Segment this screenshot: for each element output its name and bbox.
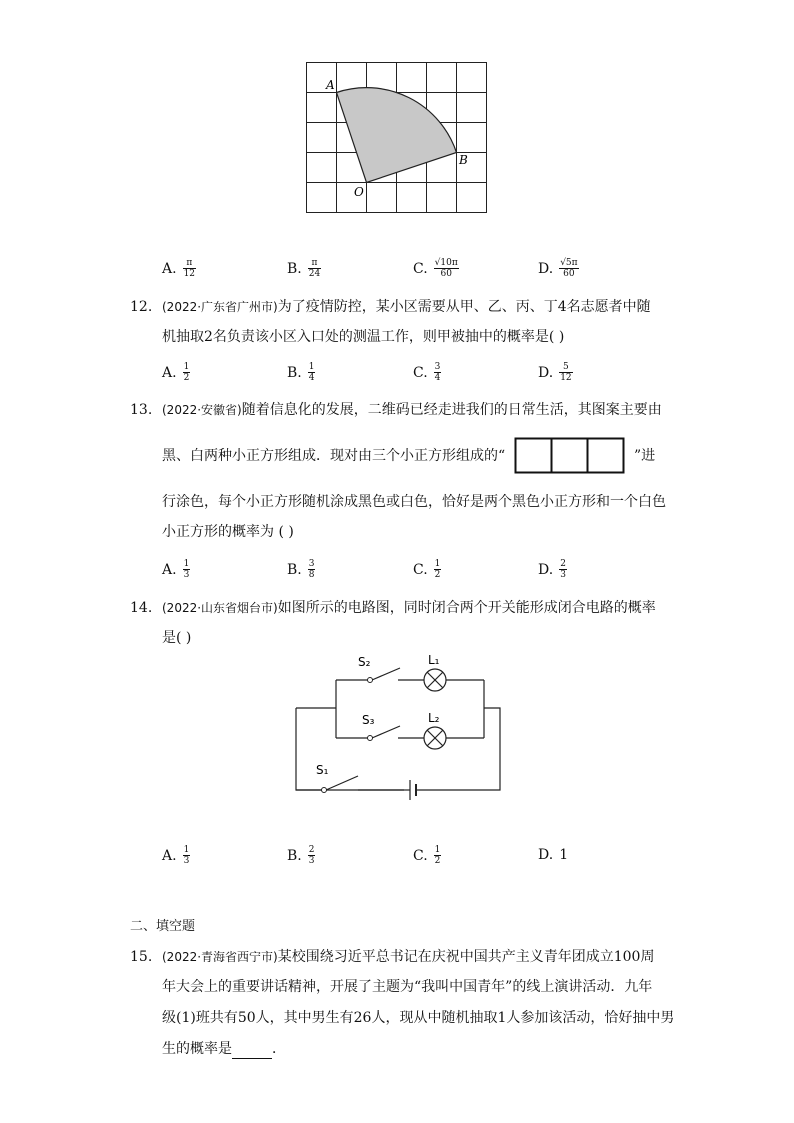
circuit-diagram <box>288 650 508 800</box>
q13-line1: (2022·安徽省)随着信息化的发展，二维码已经走进我们的日常生活，其图案主要由 <box>162 402 662 418</box>
q15-line1: (2022·青海省西宁市)某校围绕习近平总书记在庆祝中国共产主义青年团成立100周 <box>162 949 655 965</box>
point-label-a: A <box>326 78 335 92</box>
label-s2: S₂ <box>358 655 371 669</box>
q14-line2: 是( ) <box>162 630 192 646</box>
q11-option-b[interactable]: B. $\frac{\pi}{24}$ <box>287 258 321 279</box>
label-l1: L₁ <box>428 653 440 667</box>
q13-line2-end: ”进 <box>634 448 656 464</box>
q12-option-a[interactable]: A. $\frac{1}{2}$ <box>162 362 190 383</box>
q14-option-b[interactable]: B. $\frac{2}{3}$ <box>287 845 315 866</box>
sector-grid-figure <box>300 56 495 221</box>
q12-option-d[interactable]: D. $\frac{5}{12}$ <box>538 362 572 383</box>
q13-line2: 黑、白两种小正方形组成．现对由三个小正方形组成的“ <box>162 448 506 464</box>
q14-source: (2022·山东省烟台市) <box>162 601 278 615</box>
q13-option-d[interactable]: D. $\frac{2}{3}$ <box>538 559 566 580</box>
section-title: 二、填空题 <box>130 919 196 934</box>
q13-option-c[interactable]: C. $\frac{1}{2}$ <box>413 559 441 580</box>
q13-line4: 小正方形的概率为 ( ) <box>162 524 294 540</box>
three-squares-figure <box>514 437 629 475</box>
q14-number: 14. <box>130 600 153 616</box>
q12-source: (2022·广东省广州市) <box>162 300 278 314</box>
q13-source: (2022·安徽省) <box>162 403 242 417</box>
q11-option-d[interactable]: D. $\frac{√5\pi}{60}$ <box>538 258 578 279</box>
q13-option-b[interactable]: B. $\frac{3}{8}$ <box>287 559 315 580</box>
q14-option-a[interactable]: A. $\frac{1}{3}$ <box>162 845 190 866</box>
q15-number: 15. <box>130 949 153 965</box>
q12-number: 12. <box>130 299 153 315</box>
q14-option-d[interactable]: D. 1 <box>538 847 569 863</box>
shaded-sector <box>337 88 457 183</box>
answer-blank[interactable] <box>232 1044 272 1059</box>
q11-option-c[interactable]: C. $\frac{√10\pi}{60}$ <box>413 258 458 279</box>
q15-line4: 生的概率是 ． <box>162 1041 286 1057</box>
q15-line2: 年大会上的重要讲话精神，开展了主题为“我叫中国青年”的线上演讲活动．九年 <box>162 979 653 995</box>
q15-line3: 级(1)班共有50人，其中男生有26人，现从中随机抽取1人参加该活动，恰好抽中男 <box>162 1010 675 1026</box>
point-label-o: O <box>354 185 364 199</box>
q12-line1: (2022·广东省广州市)为了疫情防控，某小区需要从甲、乙、丙、丁4名志愿者中随 <box>162 299 651 315</box>
label-s1: S₁ <box>316 763 329 777</box>
q13-line3: 行涂色，每个小正方形随机涂成黑色或白色，恰好是两个黑色小正方形和一个白色 <box>162 494 666 510</box>
label-l2: L₂ <box>428 711 440 725</box>
label-s3: S₃ <box>362 713 375 727</box>
q12-line2: 机抽取2名负责该小区入口处的测温工作，则甲被抽中的概率是( ) <box>162 329 565 345</box>
q12-option-c[interactable]: C. $\frac{3}{4}$ <box>413 362 441 383</box>
q13-number: 13. <box>130 402 153 418</box>
point-label-b: B <box>459 153 468 167</box>
q11-option-a[interactable]: A. $\frac{\pi}{12}$ <box>162 258 196 279</box>
lamp-l2-icon <box>424 727 446 749</box>
q15-source: (2022·青海省西宁市) <box>162 950 278 964</box>
q14-line1: (2022·山东省烟台市)如图所示的电路图，同时闭合两个开关能形成闭合电路的概率 <box>162 600 656 616</box>
q12-option-b[interactable]: B. $\frac{1}{4}$ <box>287 362 315 383</box>
q13-option-a[interactable]: A. $\frac{1}{3}$ <box>162 559 190 580</box>
lamp-l1-icon <box>424 669 446 691</box>
q14-option-c[interactable]: C. $\frac{1}{2}$ <box>413 845 441 866</box>
